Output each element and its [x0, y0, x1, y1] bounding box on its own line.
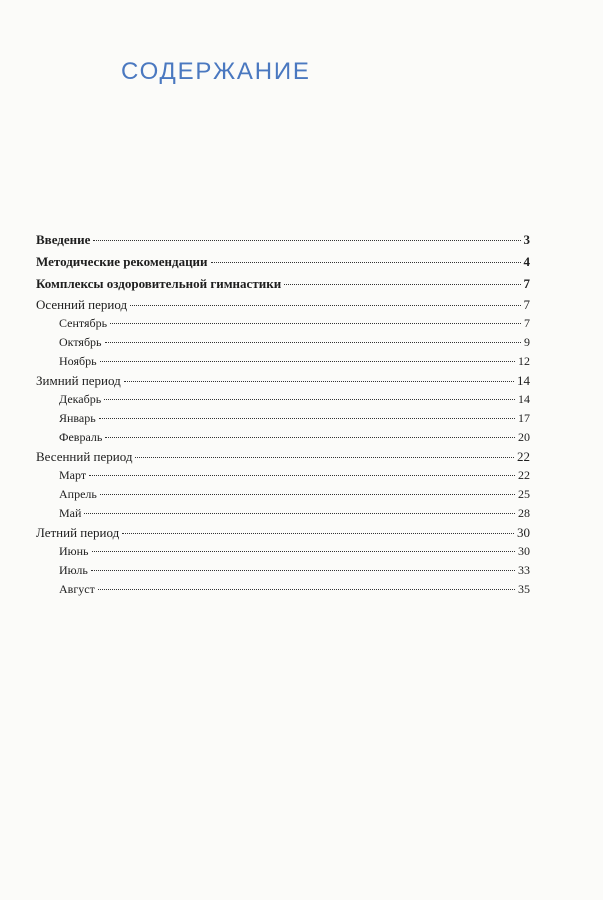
toc-entry-label: Июнь — [59, 544, 89, 558]
toc-entry-label: Май — [59, 506, 82, 520]
dot-leader — [104, 398, 515, 400]
toc-entry-label: Октябрь — [59, 335, 102, 349]
toc-entry-page: 7 — [523, 276, 530, 291]
dot-leader — [99, 417, 515, 419]
toc-entry-label: Декабрь — [59, 392, 102, 406]
toc-entry-page: 14 — [518, 392, 530, 406]
dot-leader — [211, 261, 521, 263]
dot-leader — [100, 360, 515, 362]
toc-entry-page: 22 — [518, 468, 530, 482]
toc-entry-page: 3 — [523, 232, 530, 247]
toc-entry-november — [36, 352, 530, 371]
toc-entry-page: 4 — [523, 254, 530, 269]
toc-entry-september — [36, 314, 530, 333]
toc-entry-label: Сентябрь — [59, 316, 108, 330]
toc-entry-label: Зимний период — [36, 373, 121, 388]
toc-entry-label: Февраль — [59, 430, 103, 444]
toc-entry-page: 20 — [518, 430, 530, 444]
toc-entry-page: 33 — [518, 563, 530, 577]
toc-entry-april — [36, 485, 530, 504]
toc-entry-march — [36, 466, 530, 485]
toc-entry-gymnastics-complexes — [36, 274, 530, 293]
toc-entry-label: Апрель — [59, 487, 97, 501]
toc-entry-autumn-period — [36, 295, 530, 314]
toc-entry-label: Январь — [59, 411, 96, 425]
toc-entry-methodical-recommendations — [36, 252, 530, 271]
toc-entry-page: 17 — [518, 411, 530, 425]
toc-entry-page: 28 — [518, 506, 530, 520]
toc-entry-spring-period — [36, 447, 530, 466]
toc-entry-label: Весенний период — [36, 449, 133, 464]
toc-entry-page: 25 — [518, 487, 530, 501]
toc-entry-july — [36, 561, 530, 580]
toc-entry-page: 22 — [517, 449, 530, 464]
toc-entry-label: Методические рекомендации — [36, 254, 208, 269]
dot-leader — [124, 380, 514, 382]
page-title: СОДЕРЖАНИЕ — [121, 58, 311, 85]
toc-entry-label: Июль — [59, 563, 88, 577]
dot-leader — [98, 588, 515, 590]
dot-leader — [92, 550, 515, 552]
dot-leader — [100, 493, 515, 495]
toc-entry-label: Август — [59, 582, 95, 596]
toc-entry-label: Введение — [36, 232, 91, 247]
toc-entry-february — [36, 428, 530, 447]
toc-entry-introduction — [36, 230, 530, 249]
toc-entry-label: Март — [59, 468, 87, 482]
toc-entry-label: Летний период — [36, 525, 120, 540]
dot-leader — [91, 569, 515, 571]
toc-entry-may — [36, 504, 530, 523]
dot-leader — [105, 341, 521, 343]
toc-entry-page: 7 — [524, 316, 530, 330]
dot-leader — [89, 474, 515, 476]
toc-entry-page: 12 — [518, 354, 530, 368]
dot-leader — [93, 239, 520, 241]
toc-entry-label: Ноябрь — [59, 354, 97, 368]
toc-entry-january — [36, 409, 530, 428]
toc-entry-august — [36, 580, 530, 599]
toc-entry-summer-period — [36, 523, 530, 542]
toc-entry-page: 30 — [518, 544, 530, 558]
toc-entry-page: 9 — [524, 335, 530, 349]
toc-entry-page: 14 — [517, 373, 530, 388]
dot-leader — [122, 532, 514, 534]
toc-entry-label: Комплексы оздоровительной гимнастики — [36, 276, 282, 291]
dot-leader — [135, 456, 514, 458]
toc-entry-label: Осенний период — [36, 297, 128, 312]
dot-leader — [110, 322, 521, 324]
toc-entry-june — [36, 542, 530, 561]
toc-entry-page: 30 — [517, 525, 530, 540]
dot-leader — [84, 512, 515, 514]
toc-entry-winter-period — [36, 371, 530, 390]
toc-entry-october — [36, 333, 530, 352]
dot-leader — [284, 283, 520, 285]
dot-leader — [105, 436, 515, 438]
toc-entry-december — [36, 390, 530, 409]
toc-entry-page: 35 — [518, 582, 530, 596]
dot-leader — [130, 304, 520, 306]
toc-entry-page: 7 — [523, 297, 530, 312]
table-of-contents — [36, 230, 530, 599]
